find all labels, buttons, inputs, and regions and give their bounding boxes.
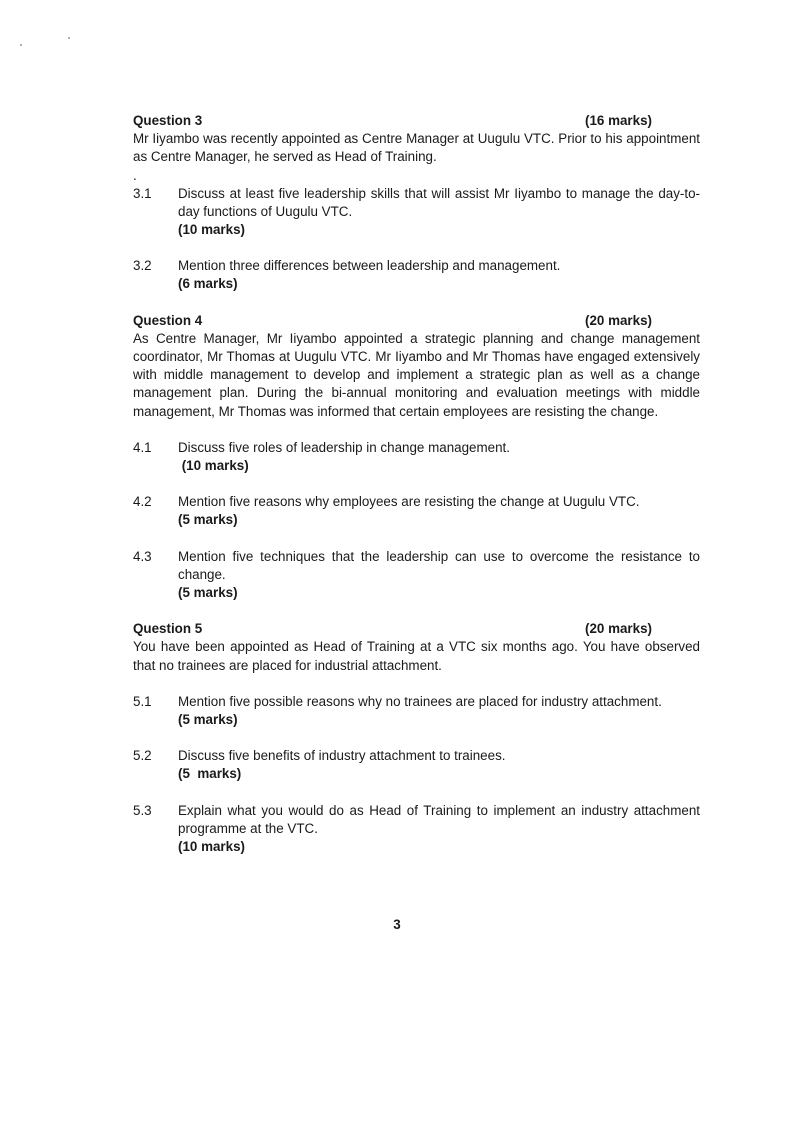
sub-question-number: 5.3: [133, 802, 152, 818]
sub-question-4-1: [133, 439, 700, 475]
question-5: [133, 620, 700, 856]
question-title: Question 4: [133, 312, 203, 328]
sub-question-marks: (5 marks): [178, 512, 238, 528]
sub-question-4-2: [133, 493, 700, 529]
sub-question-text: Mention five reasons why employees are resisting the change at Uugulu VTC.: [178, 494, 640, 510]
sub-question-number: 4.3: [133, 548, 152, 564]
sub-question-body: [178, 747, 700, 783]
sub-question-text: Mention three differences between leadership and management.: [178, 258, 561, 274]
sub-question-number: 5.1: [133, 693, 152, 709]
sub-question-text: Explain what you would do as Head of Training to implement an industry attachment programme at the VTC.: [178, 802, 700, 836]
sub-question-body: [178, 257, 700, 293]
question-title: Question 5: [133, 621, 203, 637]
sub-question-body: [178, 493, 700, 529]
sub-question-3-1: [133, 185, 700, 240]
stray-dot: .: [133, 167, 137, 183]
sub-question-marks: (5 marks): [178, 712, 238, 728]
question-intro: As Centre Manager, Mr Iiyambo appointed a strategic planning and change management coordinator, Mr Thomas at Uugulu VTC. Mr Iiyambo and Mr Thomas have engaged extensively with middle management to develop and implement a strategic plan as well as a change management plan. During the bi-annual monitoring and evaluation meetings with middle management, Mr Thomas was informed that certain employees are resisting the change.: [133, 330, 700, 419]
sub-question-marks: (5 marks): [178, 585, 238, 601]
question-marks: (20 marks): [585, 621, 652, 637]
question-4: [133, 312, 700, 603]
sub-question-marks: (5 marks): [178, 766, 242, 782]
sub-question-body: [178, 185, 700, 240]
page-number: 3: [393, 917, 401, 932]
question-header: [133, 620, 700, 638]
question-3: [133, 112, 700, 294]
sub-question-body: [178, 693, 700, 729]
sub-question-body: [178, 802, 700, 857]
scan-speck: [20, 44, 22, 46]
sub-question-5-2: [133, 747, 700, 783]
question-header: [133, 112, 700, 130]
sub-question-4-3: [133, 548, 700, 603]
sub-question-marks: (6 marks): [178, 276, 238, 292]
sub-question-body: [178, 439, 700, 475]
sub-question-5-1: [133, 693, 700, 729]
sub-question-number: 5.2: [133, 748, 152, 764]
sub-question-text: Mention five techniques that the leadership can use to overcome the resistance to change.: [178, 548, 700, 582]
sub-question-text: Discuss at least five leadership skills that will assist Mr Iiyambo to manage the day-to-day functions of Uugulu VTC.: [178, 185, 700, 219]
sub-question-marks: (10 marks): [178, 222, 245, 238]
sub-question-5-3: [133, 802, 700, 857]
question-marks: (20 marks): [585, 312, 652, 328]
sub-question-text: Mention five possible reasons why no trainees are placed for industry attachment.: [178, 693, 662, 709]
question-header: [133, 312, 700, 330]
question-title: Question 3: [133, 113, 203, 128]
page-content: [133, 112, 700, 856]
sub-question-3-2: [133, 257, 700, 293]
sub-question-text: Discuss five roles of leadership in change management.: [178, 439, 510, 455]
question-marks: (16 marks): [585, 113, 652, 128]
scan-speck: [68, 37, 70, 39]
question-intro: Mr Iiyambo was recently appointed as Centre Manager at Uugulu VTC. Prior to his appointment as Centre Manager, he served as Head of Training.: [133, 131, 700, 165]
sub-question-marks: (10 marks): [178, 458, 249, 474]
sub-question-number: 4.2: [133, 494, 152, 510]
sub-question-number: 3.1: [133, 185, 152, 201]
sub-question-marks: (10 marks): [178, 839, 245, 855]
question-intro: You have been appointed as Head of Training at a VTC six months ago. You have observed that no trainees are placed for industrial attachment.: [133, 639, 700, 673]
sub-question-text: Discuss five benefits of industry attachment to trainees.: [178, 748, 506, 764]
sub-question-body: [178, 548, 700, 603]
sub-question-number: 4.1: [133, 439, 152, 455]
sub-question-number: 3.2: [133, 258, 152, 274]
